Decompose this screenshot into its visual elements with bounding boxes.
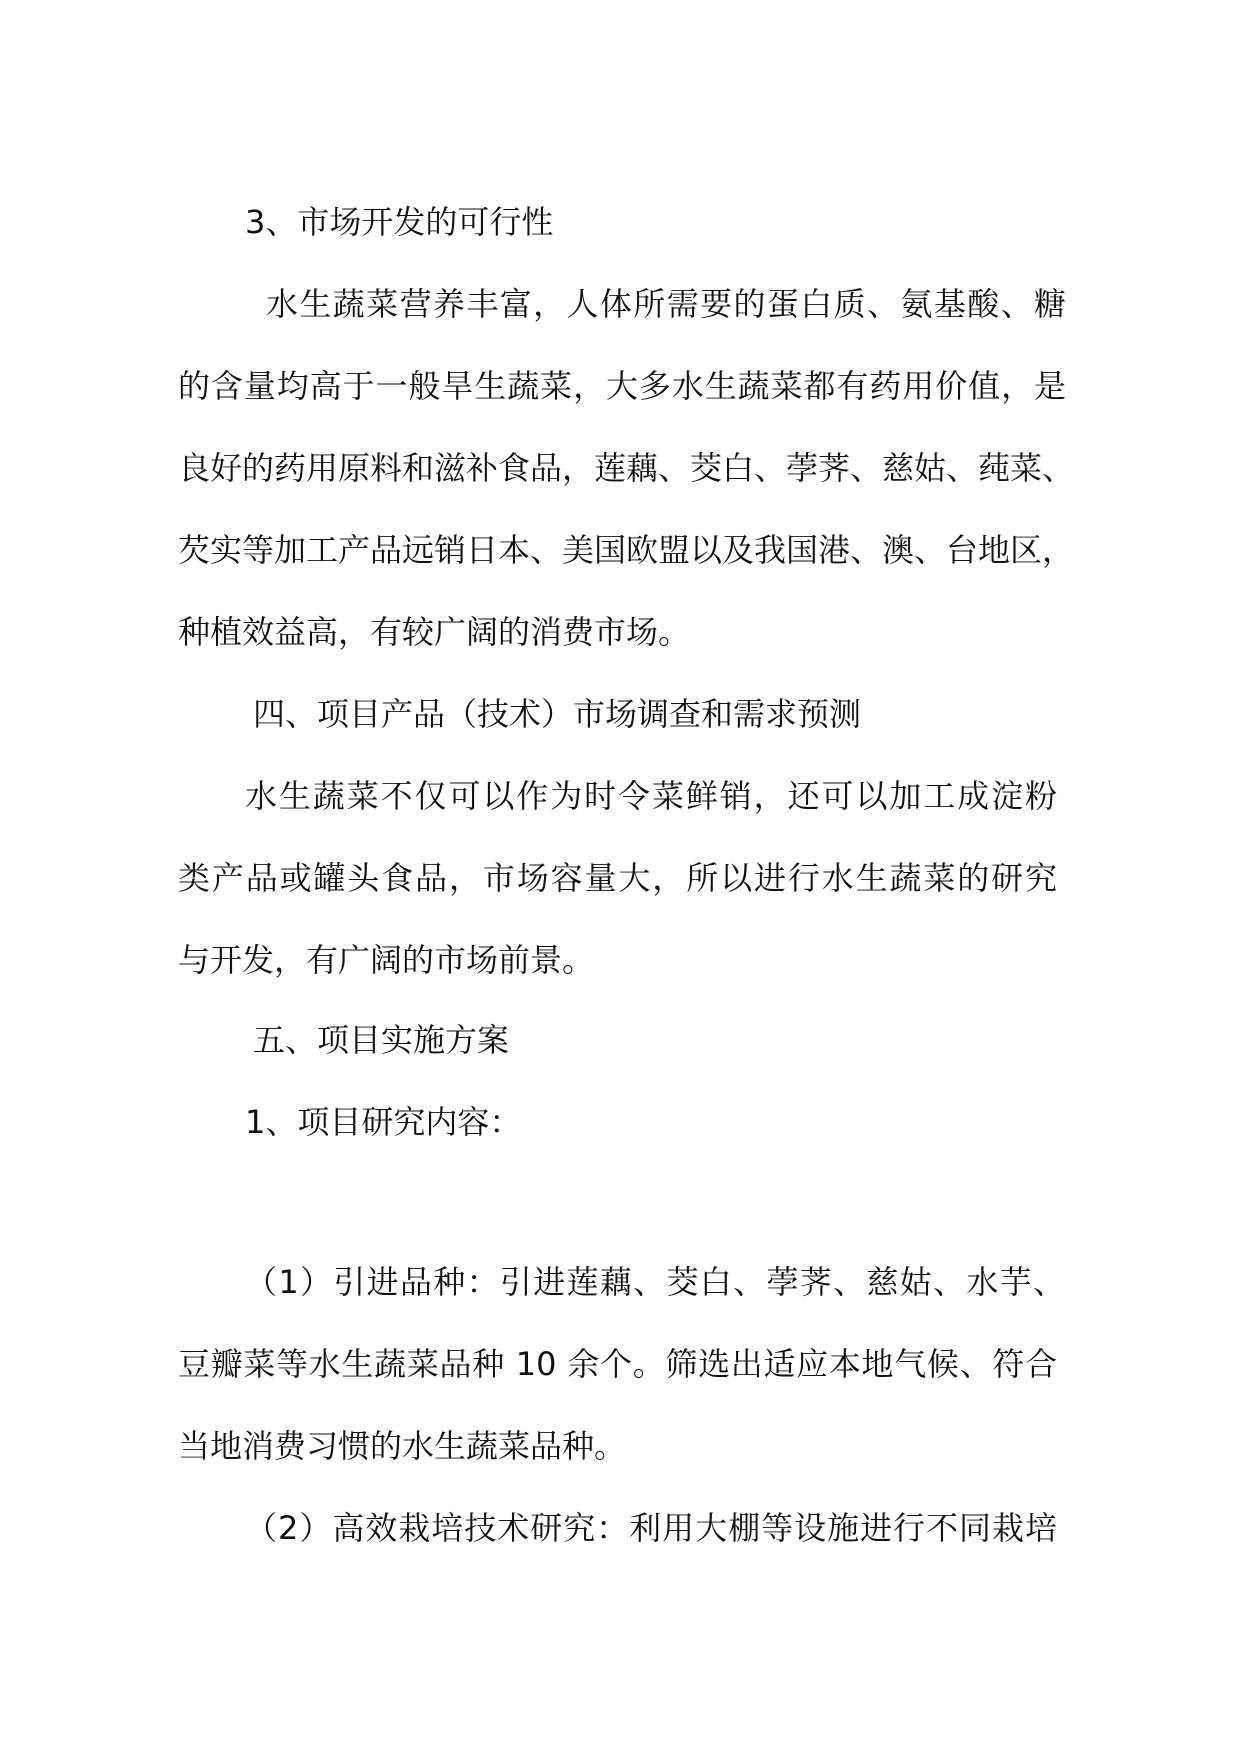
paragraph-line: 当地消费习惯的水生蔬菜品种。 <box>178 1427 627 1465</box>
section-heading: 四、项目产品（技术）市场调查和需求预测 <box>253 695 862 733</box>
paragraph-line: 良好的药用原料和滋补食品，莲藕、茭白、荸荠、慈姑、莼菜、 <box>178 449 1075 487</box>
subsection-heading: 1、项目研究内容： <box>245 1103 522 1141</box>
paragraph-line: 豆瓣菜等水生蔬菜品种 10 余个。筛选出适应本地气候、符合 <box>178 1345 1057 1383</box>
paragraph-line: 种植效益高，有较广阔的消费市场。 <box>178 613 691 651</box>
paragraph-line: 水生蔬菜不仅可以作为时令菜鲜销，还可以加工成淀粉 <box>245 777 1057 815</box>
paragraph-line: （2）高效栽培技术研究：利用大棚等设施进行不同栽培 <box>245 1509 1057 1547</box>
paragraph-line: 水生蔬菜营养丰富，人体所需要的蛋白质、氨基酸、糖 <box>266 285 1066 323</box>
section-heading: 3、市场开发的可行性 <box>245 203 554 241</box>
paragraph-line: （1）引进品种：引进莲藕、茭白、荸荠、慈姑、水芋、 <box>245 1263 1065 1301</box>
section-heading: 五、项目实施方案 <box>253 1021 510 1059</box>
paragraph-line: 的含量均高于一般旱生蔬菜，大多水生蔬菜都有药用价值，是 <box>178 367 1066 405</box>
paragraph-line: 与开发，有广阔的市场前景。 <box>178 941 595 979</box>
paragraph-line: 芡实等加工产品远销日本、美国欧盟以及我国港、澳、台地区， <box>178 531 1075 569</box>
paragraph-line: 类产品或罐头食品，市场容量大，所以进行水生蔬菜的研究 <box>178 859 1057 897</box>
